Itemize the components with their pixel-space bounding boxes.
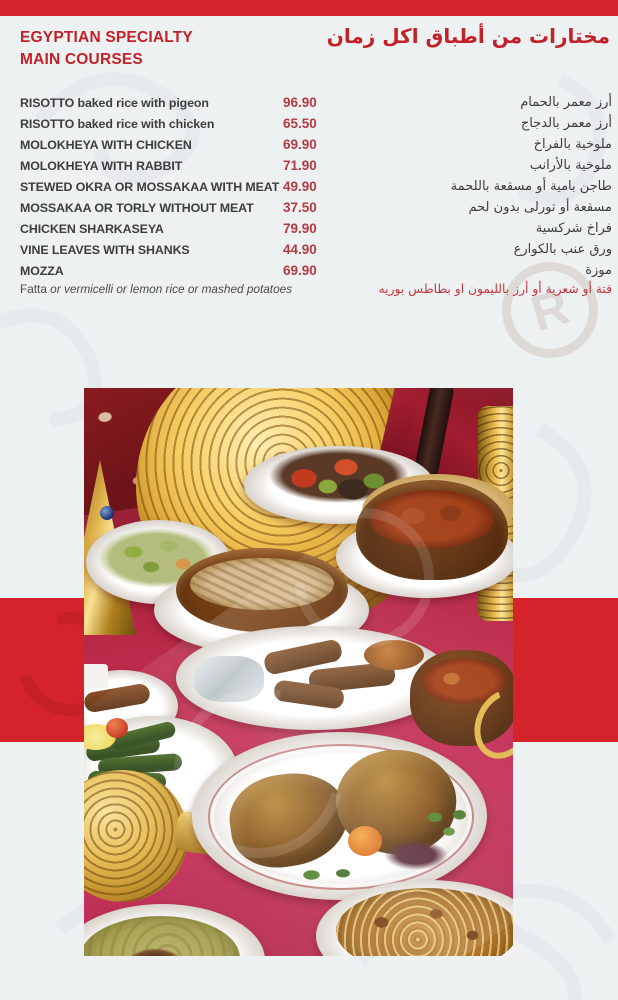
- photo-blue-gem: [100, 506, 114, 520]
- registered-mark-letter: R: [524, 278, 576, 342]
- item-name-ar: طاجن بامية أو مسقعة باللحمة: [450, 179, 612, 194]
- top-accent-bar: [0, 0, 618, 16]
- menu-list: [20, 92, 612, 281]
- item-name-en: MOLOKHEYA WITH RABBIT: [20, 158, 183, 173]
- item-name-en: MOSSAKAA OR TORLY WITHOUT MEAT: [20, 200, 254, 215]
- item-price: 44.90: [283, 242, 317, 257]
- menu-row: [20, 260, 612, 281]
- item-price: 65.50: [283, 116, 317, 131]
- item-name-en: VINE LEAVES WITH SHANKS: [20, 242, 190, 257]
- sides-note-row: [20, 282, 612, 296]
- item-price: 71.90: [283, 158, 317, 173]
- item-name-ar: ملوخية بالفراخ: [533, 137, 612, 152]
- item-name-en: STEWED OKRA OR MOSSAKAA WITH MEAT: [20, 179, 280, 194]
- item-price: 69.90: [283, 137, 317, 152]
- item-name-ar: مسقعة أو تورلى بدون لحم: [468, 200, 612, 215]
- section-title-line1: EGYPTIAN SPECIALTY: [20, 29, 193, 46]
- sides-note-lead: Fatta: [20, 282, 51, 296]
- section-title-arabic: مختارات من أطباق اكل زمان: [326, 24, 610, 48]
- item-name-ar: أرز معمر بالدجاج: [520, 116, 612, 131]
- menu-row: [20, 113, 612, 134]
- item-price: 79.90: [283, 221, 317, 236]
- item-name-en: RISOTTO baked rice with pigeon: [20, 95, 209, 110]
- sides-note-rest: or vermicelli or lemon rice or mashed potatoes: [50, 282, 293, 296]
- menu-row: [20, 176, 612, 197]
- menu-row: [20, 134, 612, 155]
- item-name-en: MOZZA: [20, 263, 64, 278]
- item-name-en: MOLOKHEYA WITH CHICKEN: [20, 137, 192, 152]
- item-name-ar: فراخ شركسية: [535, 221, 612, 236]
- item-price: 49.90: [283, 179, 317, 194]
- item-price: 69.90: [283, 263, 317, 278]
- menu-row: [20, 155, 612, 176]
- menu-row: [20, 197, 612, 218]
- item-price: 37.50: [283, 200, 317, 215]
- item-name-ar: أرز معمر بالحمام: [520, 95, 612, 110]
- item-name-ar: موزة: [585, 263, 612, 278]
- menu-row: [20, 92, 612, 113]
- item-name-ar: ورق عنب بالكوارع: [513, 242, 612, 257]
- menu-row: [20, 218, 612, 239]
- section-title-english: [20, 27, 193, 71]
- item-name-en: RISOTTO baked rice with chicken: [20, 116, 215, 131]
- food-photo: [84, 388, 513, 956]
- item-price: 96.90: [283, 95, 317, 110]
- sides-note-arabic: فتة أو شعرية أو أرز بالليمون او بطاطس بوريه: [378, 282, 612, 296]
- item-name-en: CHICKEN SHARKASEYA: [20, 221, 164, 236]
- item-name-ar: ملوخية بالأرانب: [529, 158, 612, 173]
- photo-white-cup: [84, 664, 108, 688]
- section-title-line2: MAIN COURSES: [20, 51, 143, 68]
- sides-note-english: [20, 282, 292, 296]
- menu-row: [20, 239, 612, 260]
